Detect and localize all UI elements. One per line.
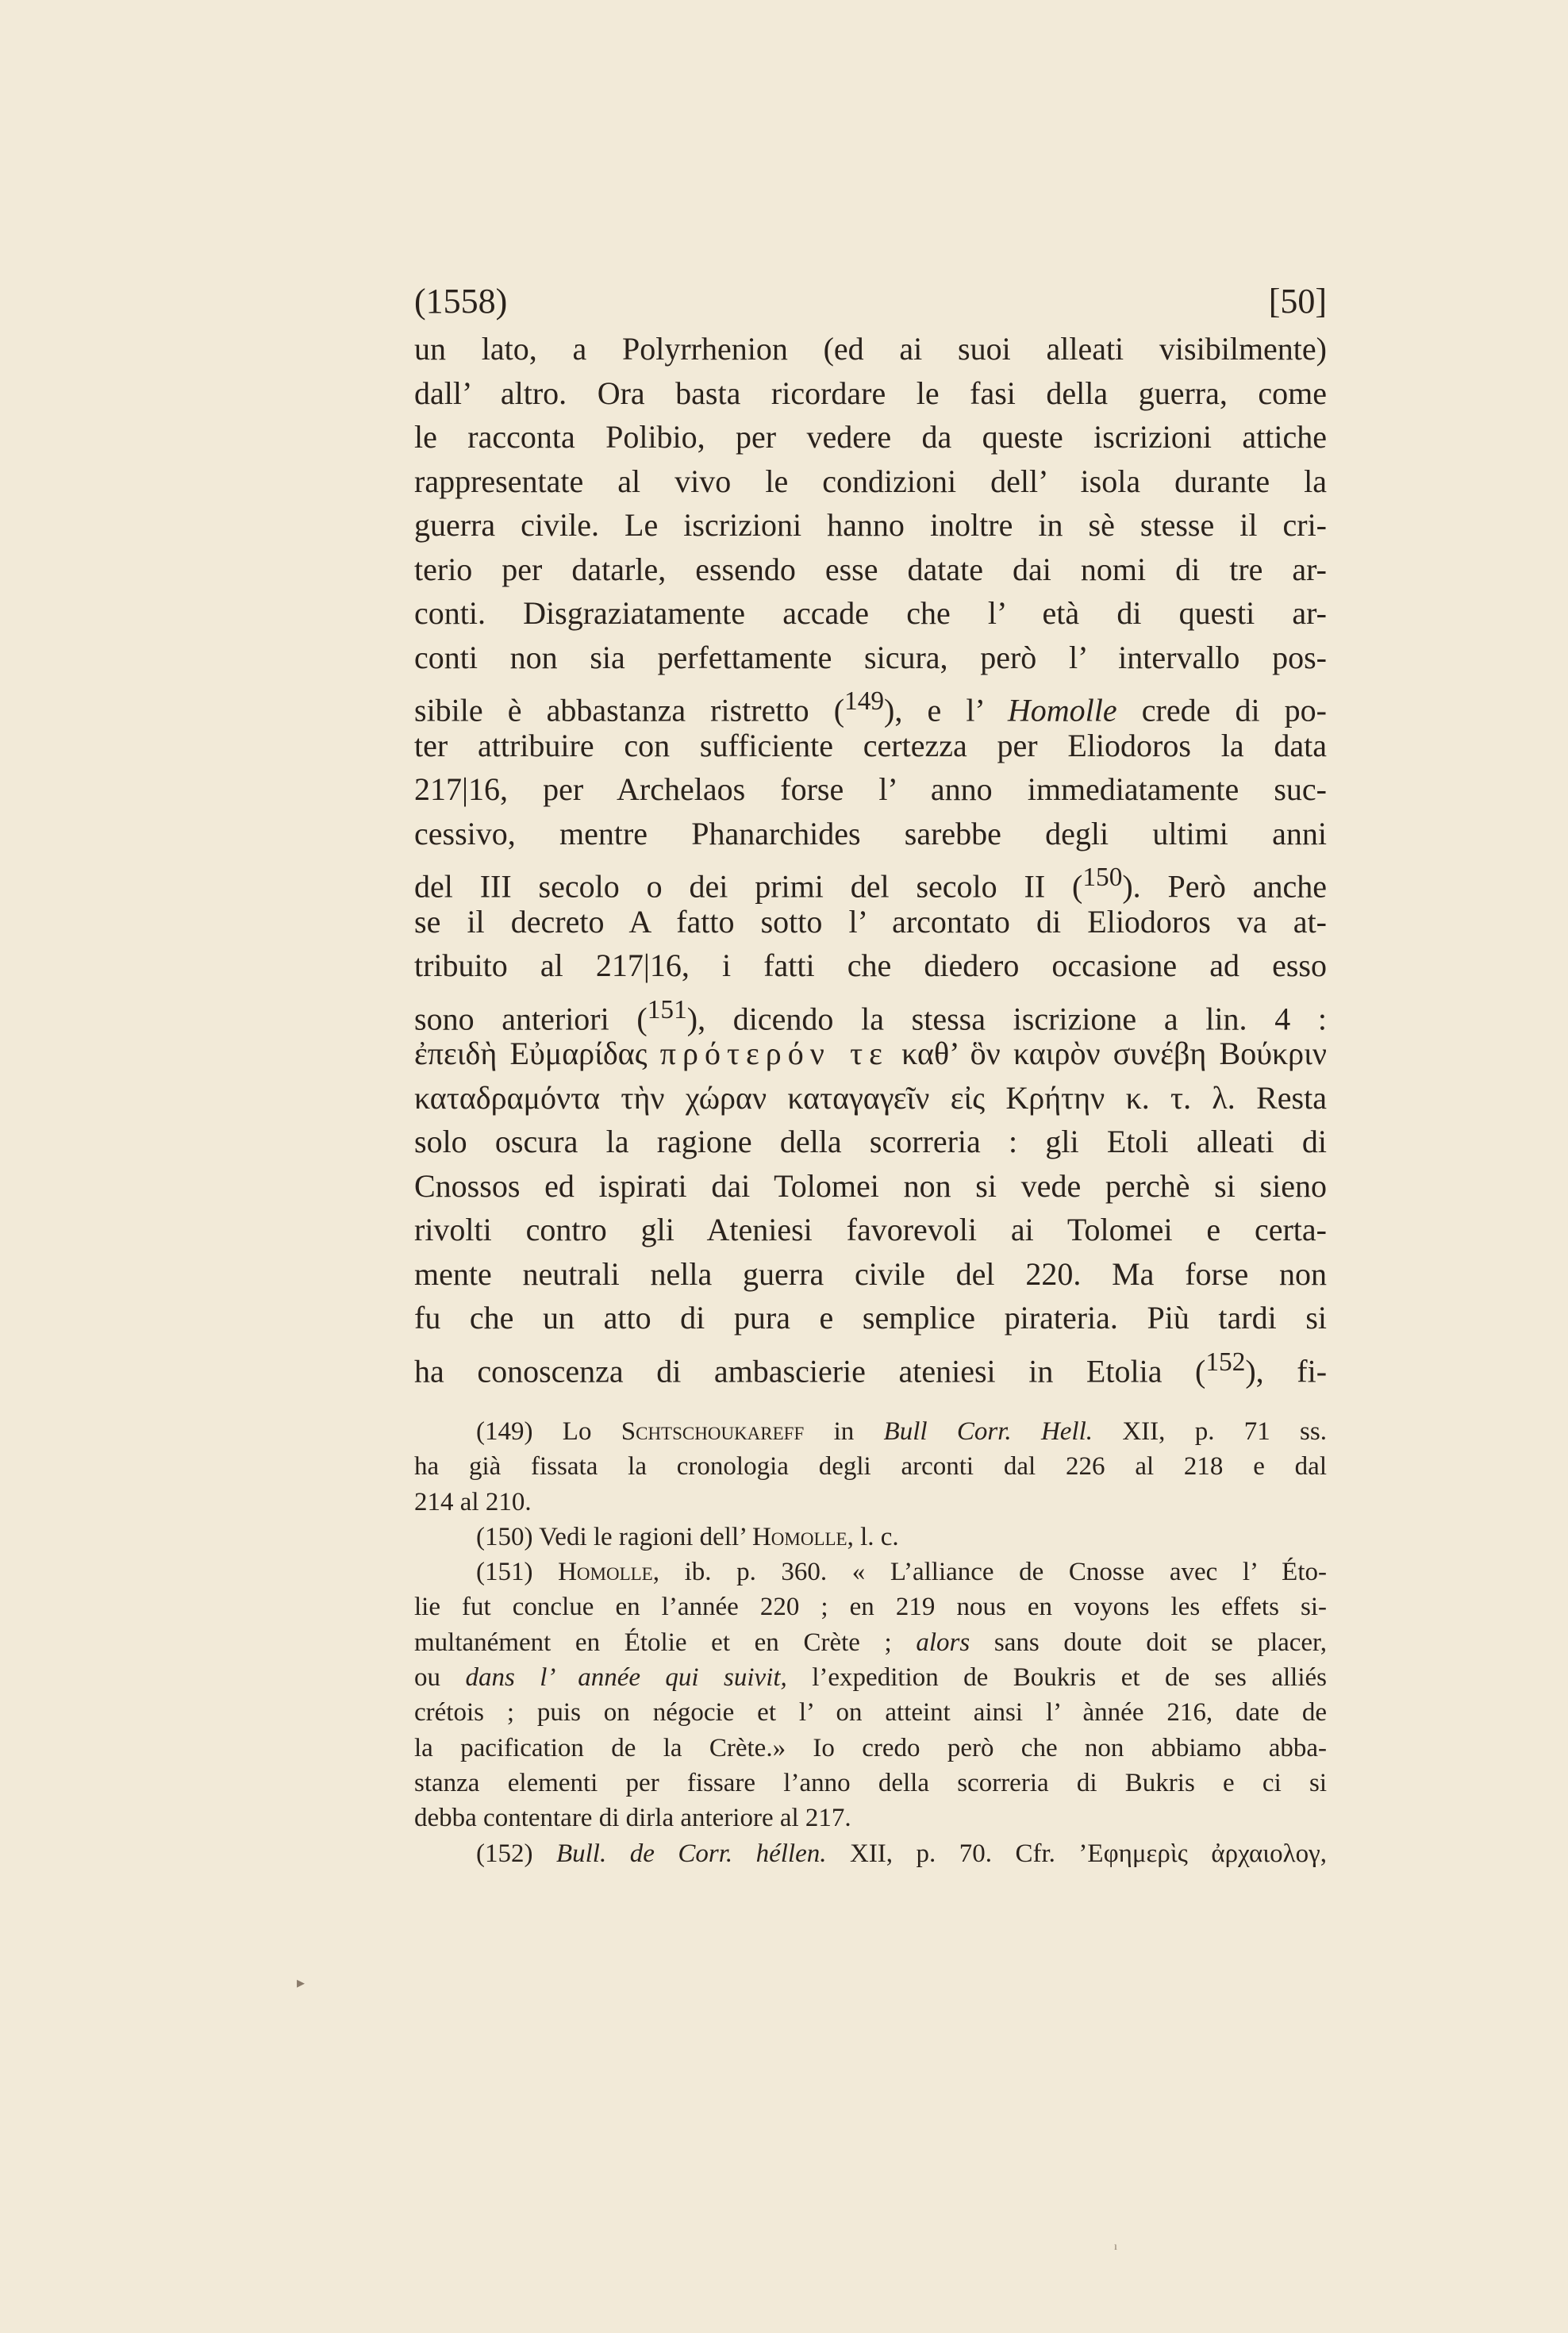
footnote-text-run: (151) — [476, 1558, 559, 1587]
body-line: fu che un atto di pura e semplice pirateria. Più tardi si — [414, 1300, 1327, 1336]
body-line: terio per datarle, essendo esse datate dai nomi di tre ar- — [414, 551, 1327, 587]
body-line-greek — [414, 1032, 1327, 1076]
greek-text-run: καθ’ ὃν καιρὸν συνέβη Βούκριν — [888, 1036, 1327, 1071]
footnote-149 — [414, 1414, 1327, 1449]
body-line: 217|16, per Archelaos forse l’ anno immediatamente suc- — [414, 771, 1327, 807]
body-line: conti non sia perfettamente sicura, però l’ intervallo pos- — [414, 639, 1327, 675]
footnote-text-run: multanément en Étolie et en Crète ; — [414, 1628, 917, 1657]
body-line: tribuito al 217|16, i fatti che diedero occasione ad esso — [414, 947, 1327, 983]
footnote-text-run: (152) — [476, 1839, 556, 1868]
body-line: cessivo, mentre Phanarchides sarebbe degli ultimi anni — [414, 815, 1327, 851]
page-speck-mark: ı — [1114, 2241, 1117, 2253]
footnote-line: crétois ; puis on négocie et l’ on atteint ainsi l’ ànnée 216, date de — [414, 1698, 1327, 1728]
body-line: guerra civile. Le iscrizioni hanno inoltre in sè stesse il cri- — [414, 507, 1327, 543]
footnote-line — [414, 1660, 1327, 1695]
body-text-run: ), e l’ — [884, 692, 1008, 728]
footnote-ref-152: 152 — [1205, 1347, 1246, 1377]
footnote-line: debba contentare di dirla anteriore al 217. — [414, 1804, 851, 1833]
body-text-run: ). Però anche — [1122, 868, 1327, 905]
footnote-150 — [414, 1520, 1327, 1555]
footnote-ref-149: 149 — [844, 686, 885, 716]
footnote-italic-run: alors — [916, 1628, 970, 1657]
body-line: se il decreto A fatto sotto l’ arcontato di Eliodoros va at- — [414, 903, 1327, 940]
footnote-text-run: XII, p. 70. Cfr. ’Εφημερὶς ἀρχαιολογ, — [826, 1839, 1327, 1868]
footnote-smallcaps-run: Homolle — [558, 1558, 653, 1587]
body-line-greek — [414, 1076, 1327, 1120]
body-italic-run: Homolle — [1007, 692, 1117, 728]
page-header-right: [50] — [1268, 282, 1327, 321]
footnote-italic-run: dans l’ année qui suivit, — [465, 1663, 787, 1693]
footnote-italic-run: Bull. de Corr. héllen. — [555, 1839, 827, 1868]
body-line — [414, 988, 1328, 1036]
footnote-text-run: ou — [414, 1663, 466, 1693]
footnote-text-run: l’expedition de Boukris et de ses alliés — [786, 1663, 1327, 1693]
footnote-text-run: (150) Vedi le ragioni dell’ — [476, 1522, 752, 1551]
footnote-smallcaps-run: Homolle — [751, 1522, 847, 1551]
footnotes — [414, 1414, 1327, 1871]
body-text-run: ), dicendo la stessa iscrizione a lin. 4 : — [686, 1000, 1328, 1036]
body-line: conti. Disgraziatamente accade che l’ età di questi ar- — [414, 595, 1327, 631]
body-line: mente neutrali nella guerra civile del 220. Ma forse non — [414, 1255, 1327, 1292]
page-header-left: (1558) — [414, 282, 508, 321]
body-line: rivolti contro gli Ateniesi favorevoli ai Tolomei e certa- — [414, 1212, 1327, 1247]
footnote-text-run: sans doute doit se placer, — [970, 1628, 1327, 1657]
body-line: dall’ altro. Ora basta ricordare le fasi della guerra, come — [414, 375, 1327, 411]
footnote-line: stanza elementi per fissare l’anno della scorreria di Bukris e ci si — [414, 1768, 1327, 1797]
footnote-ref-151: 151 — [647, 994, 687, 1024]
footnote-text-run: , ib. p. 360. « L’alliance de Cnosse avec l’ Éto- — [652, 1558, 1327, 1587]
footnote-smallcaps-run: Schtschoukareff — [621, 1417, 805, 1446]
body-text-run: ), fi- — [1245, 1352, 1328, 1389]
footnote-152 — [414, 1836, 1327, 1871]
body-line — [414, 679, 1327, 728]
footnote-line — [414, 1625, 1327, 1660]
body-text — [414, 327, 1328, 1389]
greek-spaced-run: πρότερόν τε — [659, 1036, 889, 1071]
body-line: ter attribuire con sufficiente certezza per Eliodoros la data — [414, 727, 1327, 763]
page-speck-mark: ▸ — [297, 1974, 306, 1992]
page-header — [414, 274, 1327, 329]
footnote-text-run: XII, p. 71 ss. — [1093, 1417, 1327, 1446]
body-line — [414, 1340, 1328, 1389]
footnote-text-run: in — [804, 1417, 884, 1446]
footnote-italic-run: Bull Corr. Hell. — [883, 1417, 1093, 1446]
body-line — [414, 855, 1327, 905]
body-text-run: sono anteriori ( — [414, 1000, 648, 1036]
footnote-line: lie fut conclue en l’année 220 ; en 219 nous en voyons les effets si- — [414, 1593, 1327, 1622]
body-text-run: crede di po- — [1116, 692, 1327, 728]
body-text-run: Resta — [1256, 1079, 1327, 1116]
footnote-text-run: (149) Lo — [476, 1417, 621, 1446]
footnote-151 — [414, 1555, 1327, 1589]
body-line: rappresentate al vivo le condizioni dell’ isola durante la — [414, 463, 1327, 499]
greek-text-run: καταδραμόντα τὴν χώραν καταγαγεῖν εἰς Κρήτην κ. τ. λ. — [414, 1079, 1257, 1116]
footnote-text-run: , l. c. — [847, 1522, 899, 1551]
footnote-line: ha già fissata la cronologia degli arconti dal 226 al 218 e dal — [414, 1452, 1327, 1482]
greek-text-run: ἐπειδὴ Εὐμαρίδας — [414, 1036, 660, 1071]
footnote-line: 214 al 210. — [414, 1487, 532, 1516]
body-text-run: sibile è abbastanza ristretto ( — [414, 692, 845, 728]
body-line: un lato, a Polyrrhenion (ed ai suoi alleati visibilmente) — [414, 331, 1327, 367]
body-text-run: del III secolo o dei primi del secolo II ( — [414, 868, 1083, 905]
body-line: solo oscura la ragione della scorreria : gli Etoli alleati di — [414, 1124, 1327, 1159]
footnote-ref-150: 150 — [1082, 863, 1123, 892]
body-line: le racconta Polibio, per vedere da queste iscrizioni attiche — [414, 419, 1327, 455]
footnote-line: la pacification de la Crète.» Io credo però che non abbiamo abba- — [414, 1733, 1327, 1762]
body-text-run: ha conoscenza di ambascierie ateniesi in Etolia ( — [414, 1352, 1206, 1389]
body-line: Cnossos ed ispirati dai Tolomei non si vede perchè si sieno — [414, 1167, 1327, 1204]
